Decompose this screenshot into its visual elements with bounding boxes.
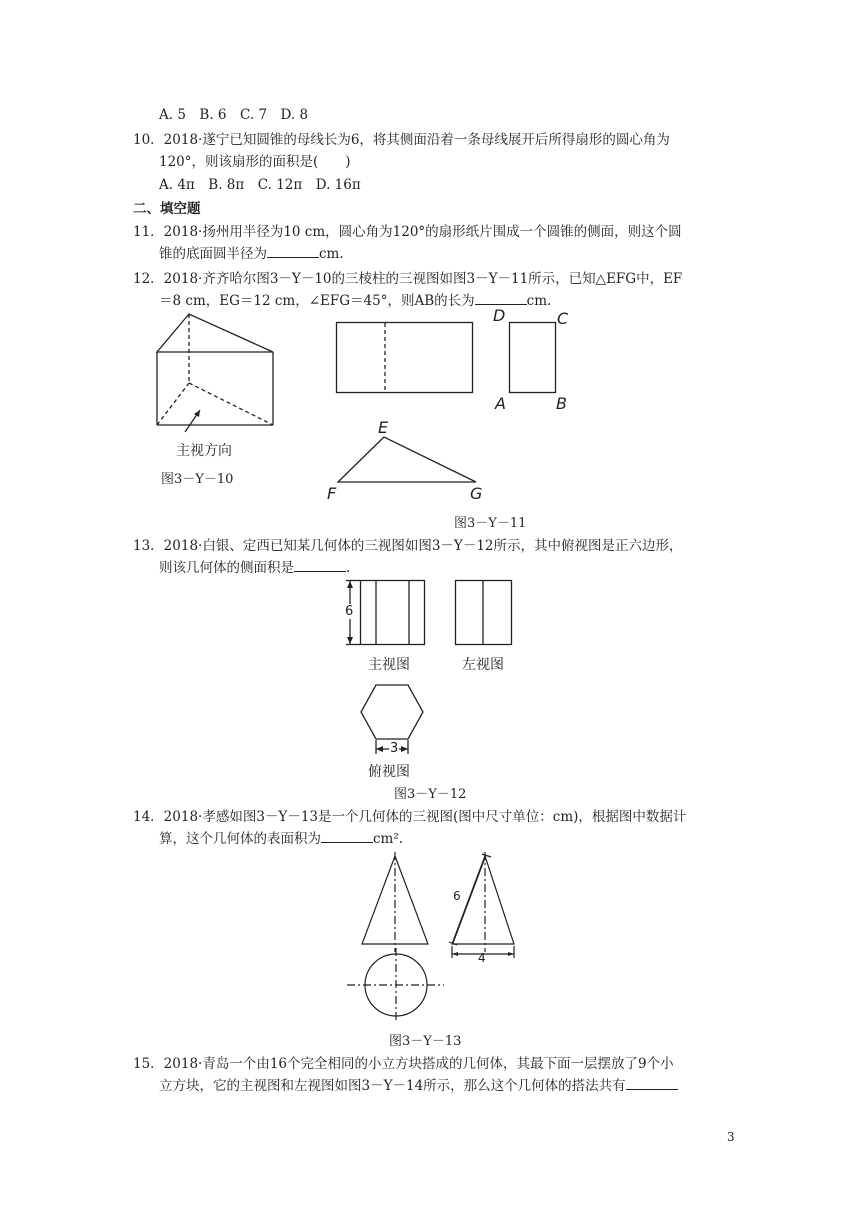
view-direction-label: 主视方向 [176,443,232,459]
q15-text: 立方块，它的主视图和左视图如图3－Y－14所示，那么这个几何体的搭法共有 [159,1078,626,1094]
fig12-caption: 图3－Y－12 [394,787,467,802]
q13-line2 [159,559,350,577]
q10-line2: 120°，则该扇形的面积是( ) [159,154,351,170]
section-heading-fill-blank: 二、填空题 [133,201,201,217]
dimension-side: 3 [390,741,399,756]
vertex-label-f: F [327,484,337,503]
vertex-label-b: B [556,394,567,413]
vertex-label-e: E [378,418,389,437]
vertex-label-a: A [495,394,506,413]
q14-line1: 14．2018·孝感如图3－Y－13是一个几何体的三视图(图中尺寸单位：cm)，根据图中数据计 [133,809,687,825]
q10-line1: 10．2018·遂宁已知圆锥的母线长为6，将其侧面沿着一条母线展开后所得扇形的圆心角为 [133,132,670,148]
q11-line1: 11．2018·扬州用半径为10 cm，圆心角为120°的扇形纸片围成一个圆锥的侧面，则这个圆 [133,224,682,240]
q14-unit: cm². [373,831,404,847]
vertex-label-g: G [470,484,483,503]
q11-text: 锥的底面圆半径为 [159,246,267,262]
dimension-height: 6 [345,604,354,619]
prism-side-view [509,322,559,394]
hex-prism-front-view [340,578,430,648]
answer-blank[interactable] [267,245,319,258]
fig10-caption: 图3－Y－10 [161,472,234,487]
q12-text: ＝8 cm，EG＝12 cm，∠EFG＝45°，则AB的长为 [159,293,475,309]
q13-period: . [346,560,351,576]
q11-line2 [159,245,344,263]
q13-text: 则该几何体的侧面积是 [159,560,294,576]
q10-options: A. 4π B. 8π C. 12π D. 16π [159,177,361,193]
fig11-caption: 图3－Y－11 [454,516,527,531]
answer-blank[interactable] [294,559,346,572]
prism-figure [150,310,290,460]
prism-front-view [336,322,476,394]
dimension-base: 4 [478,951,486,965]
q11-unit: cm. [319,246,344,262]
answer-blank[interactable] [626,1077,678,1090]
q9-options: A. 5 B. 6 C. 7 D. 8 [159,107,309,123]
q15-line2 [159,1077,678,1095]
q14-line2 [159,830,403,848]
page-number: 3 [727,1130,735,1144]
q12-line1: 12．2018·齐齐哈尔图3－Y－10的三棱柱的三视图如图3－Y－11所示，已知△EFG中，EF [133,271,683,287]
vertex-label-d: D [493,306,506,325]
answer-blank[interactable] [321,830,373,843]
top-view-label: 俯视图 [368,764,410,780]
cone-views-figure [340,852,530,1022]
answer-blank[interactable] [475,292,527,305]
hex-prism-left-view [455,578,515,648]
q15-line1: 15．2018·青岛一个由16个完全相同的小立方块搭成的几何体，其最下面一层摆放了9个小 [133,1056,674,1072]
vertex-label-c: C [557,309,569,328]
q13-line1: 13．2018·白银、定西已知某几何体的三视图如图3－Y－12所示，其中俯视图是正六边形， [133,538,683,554]
q14-text: 算，这个几何体的表面积为 [159,831,321,847]
front-view-label: 主视图 [368,657,410,673]
left-view-label: 左视图 [462,657,504,673]
dimension-slant: 6 [453,889,461,903]
triangle-efg [336,436,486,486]
q12-unit: cm. [526,293,552,309]
fig13-caption: 图3－Y－13 [389,1034,462,1049]
